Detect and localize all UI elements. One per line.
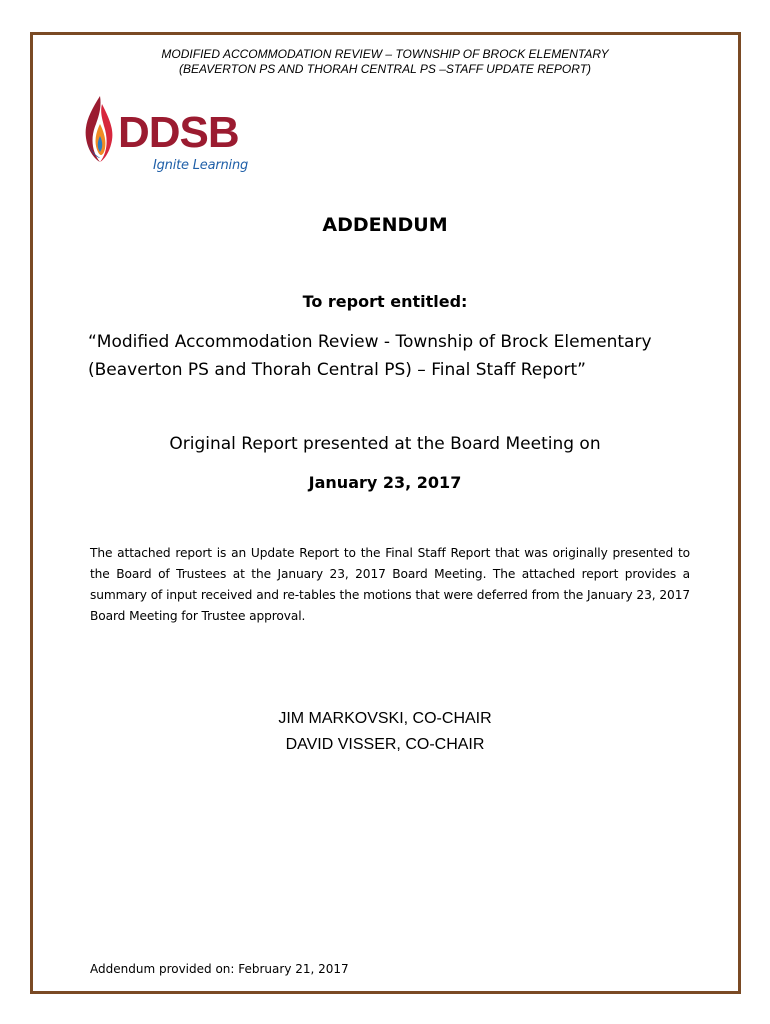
header-line-1: MODIFIED ACCOMMODATION REVIEW – TOWNSHIP OF BROCK ELEMENTARY xyxy=(161,47,609,61)
report-title-line-2: (Beaverton PS and Thorah Central PS) – Final Staff Report” xyxy=(88,360,586,380)
signatory-2: DAVID VISSER, CO-CHAIR xyxy=(285,736,485,753)
flame-icon xyxy=(80,94,120,166)
document-heading: ADDENDUM xyxy=(322,214,448,236)
ddsb-logo xyxy=(80,92,265,182)
report-title-line-1: “Modified Accommodation Review - Township of Brock Elementary xyxy=(88,332,652,352)
footer-note: Addendum provided on: February 21, 2017 xyxy=(90,962,349,976)
signatory-1: JIM MARKOVSKI, CO-CHAIR xyxy=(278,710,492,727)
presented-text: Original Report presented at the Board Meeting on xyxy=(169,434,601,454)
header-line-2: (BEAVERTON PS AND THORAH CENTRAL PS –STAFF UPDATE REPORT) xyxy=(178,62,592,76)
body-paragraph: The attached report is an Update Report to the Final Staff Report that was originally presented to the Board of Trustees at the January 23, 2017 Board Meeting. The attached report provides a summary of input received and re-tables the motions that were deferred from the January 23, 2017 Board Meeting for Trustee approval. xyxy=(90,546,690,623)
logo-tagline: Ignite Learning xyxy=(153,158,249,173)
report-title xyxy=(88,328,688,384)
report-intro: To report entitled: xyxy=(302,292,468,311)
meeting-date: January 23, 2017 xyxy=(308,473,462,492)
logo-wordmark: DDSB xyxy=(118,108,239,157)
